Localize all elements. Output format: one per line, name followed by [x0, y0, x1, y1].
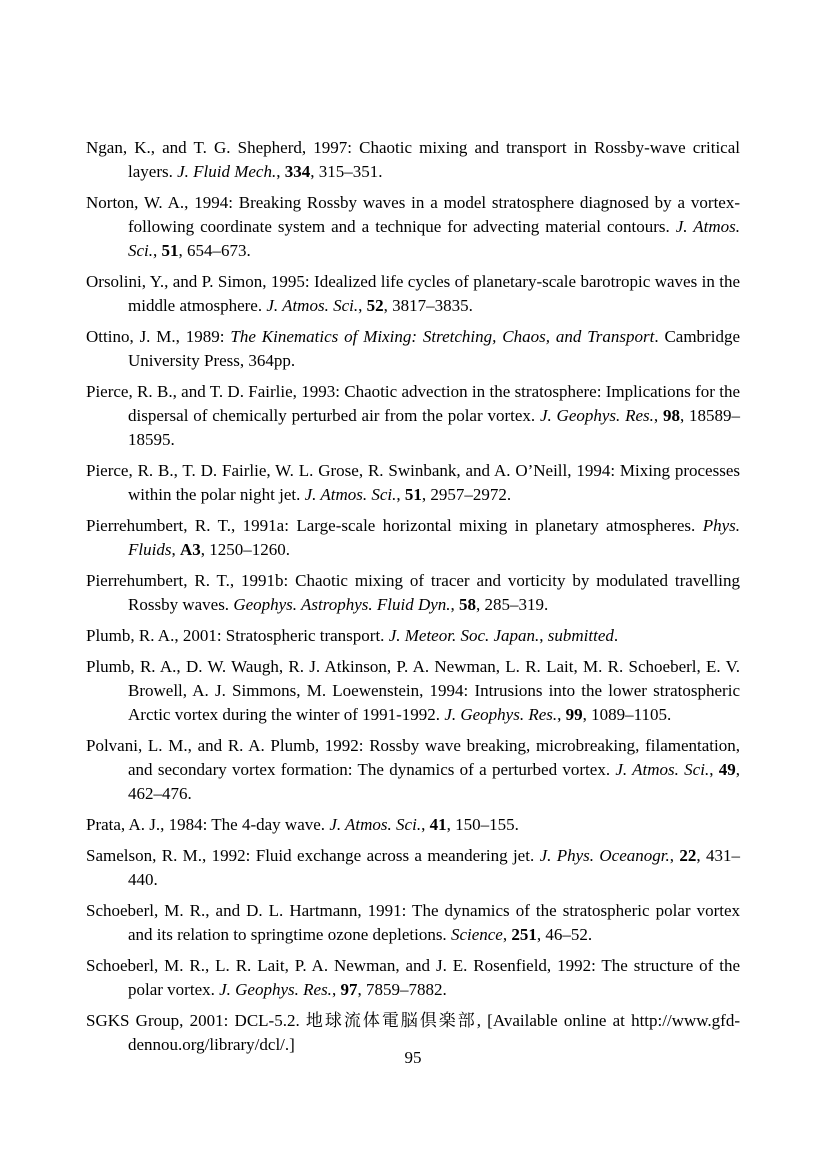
reference-text-normal: , 7859–7882. [357, 980, 447, 999]
reference-text-italic: J. Geophys. Res. [539, 406, 654, 425]
reference-text-normal: , [396, 485, 405, 504]
reference-text-normal: Ngan, K., and T. G. Shepherd, 1997: Chaotic mixing and transport in Rossby-wave critical layers. [86, 138, 740, 181]
reference-text-normal: Pierce, R. B., T. D. Fairlie, W. L. Grose, R. Swinbank, and A. O’Neill, 1994: Mixing processes within the polar night jet. [86, 461, 740, 504]
reference-text-bold: A3 [179, 540, 201, 559]
reference-text-normal: , [669, 846, 680, 865]
reference-text-normal: , 1089–1105. [582, 705, 672, 724]
reference-text-normal: Schoeberl, M. R., and D. L. Hartmann, 1991: The dynamics of the stratospheric polar vortex and its relation to springtime ozone depletions. [86, 901, 740, 944]
reference-text-normal: Orsolini, Y., and P. Simon, 1995: Idealized life cycles of planetary-scale barotropic waves in the middle atmosphere. [86, 272, 740, 315]
reference-text-normal: . Cambridge University Press, 364pp. [128, 327, 740, 370]
reference-entry [86, 655, 740, 727]
reference-text-normal: , [171, 540, 180, 559]
reference-text-normal: , 315–351. [310, 162, 383, 181]
reference-text-italic: Geophys. Astrophys. Fluid Dyn. [233, 595, 451, 614]
reference-text-bold: 51 [161, 241, 179, 260]
reference-text-normal: Pierrehumbert, R. T., 1991a: Large-scale horizontal mixing in planetary atmospheres. [86, 516, 703, 535]
reference-entry [86, 459, 740, 507]
reference-text-normal: Plumb, R. A., D. W. Waugh, R. J. Atkinson, P. A. Newman, L. R. Lait, M. R. Schoeberl, E. V. Browell, A. J. Simmons, M. Loewenstein, 1994: Intrusions into the lower stratospheric Arctic vortex during the winter of 1991-1992. [86, 657, 740, 724]
reference-text-normal: , 18589–18595. [128, 406, 741, 449]
reference-text-italic: J. Atmos. Sci. [329, 815, 422, 834]
reference-text-normal: Pierce, R. B., and T. D. Fairlie, 1993: Chaotic advection in the stratosphere: Implications for the dispersal of chemically perturbed air from the polar vortex. [86, 382, 740, 425]
reference-text-normal: Prata, A. J., 1984: The 4-day wave. [86, 815, 330, 834]
reference-text-normal: Pierrehumbert, R. T., 1991b: Chaotic mixing of tracer and vorticity by modulated travelling Rossby waves. [86, 571, 740, 614]
reference-entry [86, 325, 740, 373]
reference-text-bold: 49 [718, 760, 736, 779]
reference-entry [86, 624, 740, 648]
reference-text-italic: submitted [547, 626, 614, 645]
reference-text-normal: , 654–673. [178, 241, 251, 260]
reference-text-italic: Science [450, 925, 503, 944]
reference-entry [86, 844, 740, 892]
reference-text-bold: 334 [284, 162, 311, 181]
reference-text-normal: . [613, 626, 619, 645]
reference-entry [86, 270, 740, 318]
reference-text-normal: , [502, 925, 512, 944]
reference-entry [86, 514, 740, 562]
reference-text-normal: , 150–155. [446, 815, 519, 834]
reference-text-italic: J. Phys. Oceanogr. [539, 846, 670, 865]
reference-text-normal: Ottino, J. M., 1989: [86, 327, 231, 346]
reference-text-normal: Schoeberl, M. R., L. R. Lait, P. A. Newman, and J. E. Rosenfield, 1992: The structure of the polar vortex. [86, 956, 740, 999]
reference-text-normal: Plumb, R. A., 2001: Stratospheric transport. [86, 626, 389, 645]
reference-entry [86, 191, 740, 263]
reference-text-normal: SGKS Group, 2001: DCL-5.2. 地球流体電脳倶楽部, [Available online at http://www.gfd-dennou.org/library/dcl/.] [86, 1011, 740, 1054]
reference-text-normal: , 285–319. [476, 595, 549, 614]
reference-text-bold: 51 [404, 485, 422, 504]
reference-text-normal: , [421, 815, 430, 834]
reference-text-bold: 41 [429, 815, 447, 834]
reference-entry [86, 136, 740, 184]
reference-text-italic: J. Meteor. Soc. Japan. [388, 626, 540, 645]
reference-text-normal: , [276, 162, 285, 181]
reference-text-normal: , [331, 980, 341, 999]
reference-entry [86, 899, 740, 947]
reference-text-italic: J. Atmos. Sci. [615, 760, 710, 779]
reference-text-normal: , [153, 241, 162, 260]
reference-text-bold: 22 [679, 846, 697, 865]
reference-entry [86, 813, 740, 837]
reference-text-italic: J. Atmos. Sci. [304, 485, 397, 504]
reference-text-normal: , 431–440. [128, 846, 741, 889]
reference-text-normal: , [653, 406, 663, 425]
reference-text-normal: , 3817–3835. [383, 296, 473, 315]
references-list [86, 136, 740, 1064]
reference-entry [86, 954, 740, 1002]
reference-text-normal: , 2957–2972. [421, 485, 512, 504]
reference-text-bold: 52 [366, 296, 384, 315]
reference-text-normal: Samelson, R. M., 1992: Fluid exchange across a meandering jet. [86, 846, 540, 865]
reference-text-normal: , [450, 595, 460, 614]
reference-entry [86, 569, 740, 617]
reference-text-bold: 58 [459, 595, 477, 614]
reference-text-italic: J. Geophys. Res. [444, 705, 558, 724]
reference-text-normal: , [539, 626, 548, 645]
reference-text-italic: The Kinematics of Mixing: Stretching, Chaos, and Transport [230, 327, 655, 346]
reference-text-normal: Polvani, L. M., and R. A. Plumb, 1992: Rossby wave breaking, microbreaking, filamentation, and secondary vortex formation: The dynamics of a perturbed vortex. [86, 736, 740, 779]
reference-text-normal: , [557, 705, 566, 724]
reference-text-bold: 98 [662, 406, 680, 425]
reference-text-normal: , [358, 296, 367, 315]
reference-text-normal: , [709, 760, 719, 779]
reference-text-italic: J. Fluid Mech. [177, 162, 277, 181]
reference-entry [86, 380, 740, 452]
reference-text-italic: J. Atmos. Sci. [128, 217, 740, 260]
reference-text-italic: J. Geophys. Res. [219, 980, 332, 999]
reference-text-bold: 251 [511, 925, 537, 944]
reference-entry [86, 734, 740, 806]
reference-text-normal: , 46–52. [536, 925, 593, 944]
reference-text-normal: , 462–476. [128, 760, 740, 803]
page-number: 95 [404, 1048, 422, 1067]
reference-text-italic: J. Atmos. Sci. [266, 296, 359, 315]
reference-text-italic: Phys. Fluids [128, 516, 740, 559]
reference-text-normal: , 1250–1260. [200, 540, 290, 559]
reference-text-bold: 97 [340, 980, 358, 999]
reference-text-normal: Norton, W. A., 1994: Breaking Rossby waves in a model stratosphere diagnosed by a vortex-following coordinate system and a technique for advecting material contours. [86, 193, 740, 236]
reference-text-bold: 99 [565, 705, 583, 724]
